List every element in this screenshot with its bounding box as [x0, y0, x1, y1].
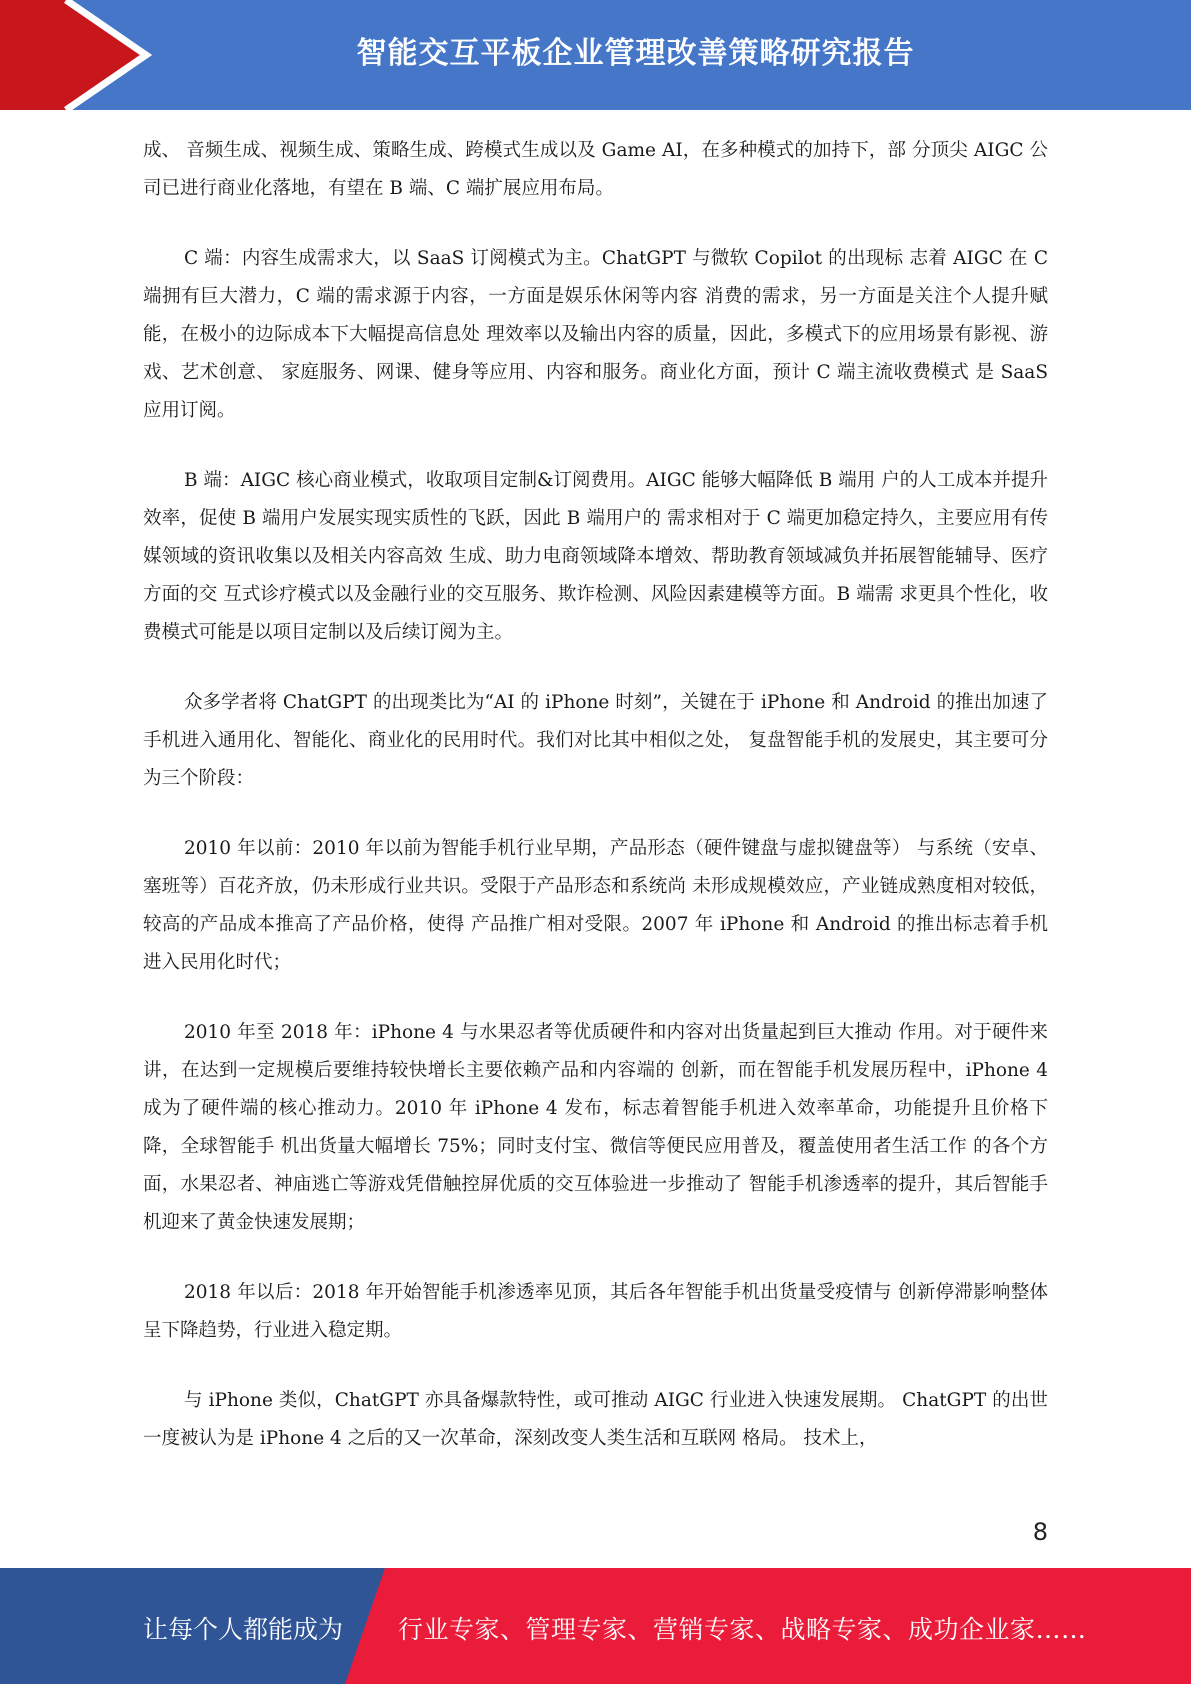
body-text [143, 132, 1048, 1490]
footer-slogan-right: 行业专家、管理专家、营销专家、战略专家、成功企业家…… [398, 1615, 1087, 1644]
paragraph-continued: 成、 音频生成、视频生成、策略生成、跨模式生成以及 Game AI，在多种模式的加持下，部 分顶尖 AIGC 公司已进行商业化落地，有望在 B 端、C 端扩展应用布局。 [143, 140, 1048, 199]
page-header [0, 0, 1191, 110]
page-number: 8 [1032, 1518, 1048, 1546]
paragraph-c-end: C 端：内容生成需求大，以 SaaS 订阅模式为主。ChatGPT 与微软 Copilot 的出现标 志着 AIGC 在 C 端拥有巨大潜力，C 端的需求源于内容，一方面是娱乐休闲等内容 消费的需求，另一方面是关注个人提升赋能，在极小的边际成本下大幅提高信息处 理效率以及输出内容的质量，因此，多模式下的应用场景有影视、游戏、艺术创意、 家庭服务、网课、健身等应用、内容和服务。商业化方面，预计 C 端主流收费模式 是 SaaS 应用订阅。 [143, 248, 1048, 421]
paragraph-before-2010: 2010 年以前：2010 年以前为智能手机行业早期，产品形态（硬件键盘与虚拟键盘等） 与系统（安卓、塞班等）百花齐放，仍未形成行业共识。受限于产品形态和系统尚 未形成规模效应，产业链成熟度相对较低，较高的产品成本推高了产品价格，使得 产品推广相对受限。2007 年 iPhone 和 Android 的推出标志着手机进入民用化时代； [143, 838, 1048, 973]
header-title: 智能交互平板企业管理改善策略研究报告 [356, 36, 915, 71]
header-red-arrow [0, 0, 150, 110]
paragraph-iphone-moment: 众多学者将 ChatGPT 的出现类比为“AI 的 iPhone 时刻”，关键在于 iPhone 和 Android 的推出加速了手机进入通用化、智能化、商业化的民用时代。我们对比其中相似之处， 复盘智能手机的发展史，其主要可分为三个阶段： [143, 692, 1048, 789]
paragraph-2010-2018: 2010 年至 2018 年：iPhone 4 与水果忍者等优质硬件和内容对出货量起到巨大推动 作用。对于硬件来讲，在达到一定规模后要维持较快增长主要依赖产品和内容端的 创新，而在智能手机发展历程中，iPhone 4 成为了硬件端的核心推动力。2010 年 iPhone 4 发布，标志着智能手机进入效率革命，功能提升且价格下降，全球智能手 机出货量大幅增长 75%；同时支付宝、微信等便民应用普及，覆盖使用者生活工作 的各个方面，水果忍者、神庙逃亡等游戏凭借触控屏优质的交互体验进一步推动了 智能手机渗透率的提升，其后智能手机迎来了黄金快速发展期； [143, 1022, 1048, 1233]
paragraph-chatgpt-iphone: 与 iPhone 类似，ChatGPT 亦具备爆款特性，或可推动 AIGC 行业进入快速发展期。 ChatGPT 的出世一度被认为是 iPhone 4 之后的又一次革命，深刻改变人类生活和互联网 格局。 技术上， [143, 1390, 1048, 1449]
paragraph-after-2018: 2018 年以后：2018 年开始智能手机渗透率见顶，其后各年智能手机出货量受疫情与 创新停滞影响整体呈下降趋势，行业进入稳定期。 [143, 1282, 1048, 1341]
page-footer [0, 1568, 1191, 1684]
paragraph-b-end: B 端：AIGC 核心商业模式，收取项目定制&订阅费用。AIGC 能够大幅降低 B 端用 户的人工成本并提升效率，促使 B 端用户发展实现实质性的飞跃，因此 B 端用户的 需求相对于 C 端更加稳定持久，主要应用有传媒领域的资讯收集以及相关内容高效 生成、助力电商领域降本增效、帮助教育领域减负并拓展智能辅导、医疗方面的交 互式诊疗模式以及金融行业的交互服务、欺诈检测、风险因素建模等方面。B 端需 求更具个性化，收费模式可能是以项目定制以及后续订阅为主。 [143, 470, 1048, 643]
footer-slogan-left: 让每个人都能成为 [143, 1615, 344, 1644]
